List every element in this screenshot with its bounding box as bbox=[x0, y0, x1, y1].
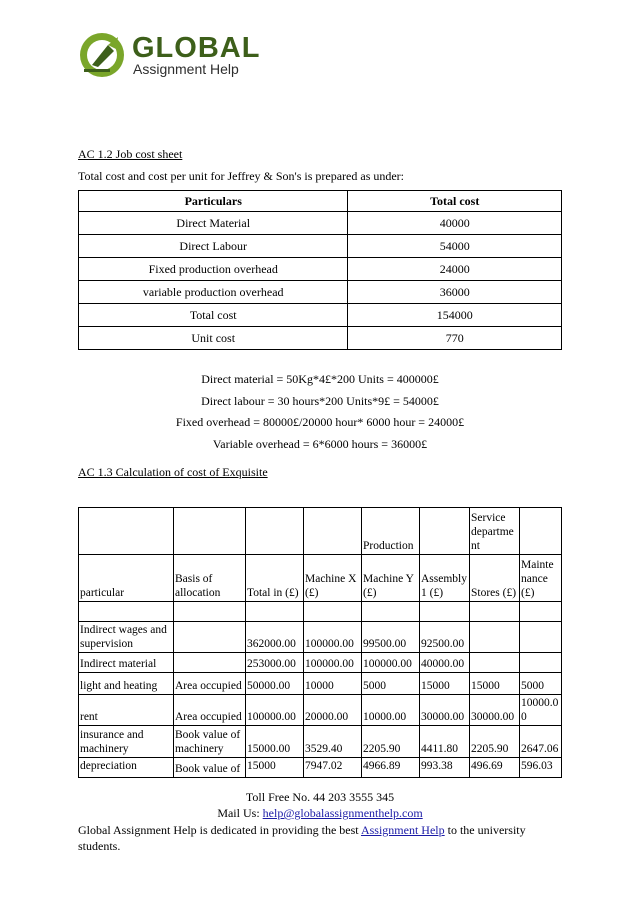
group-header-row bbox=[79, 508, 562, 555]
cell: 10000 bbox=[304, 673, 362, 695]
cell: 24000 bbox=[348, 258, 562, 281]
cell: 54000 bbox=[348, 235, 562, 258]
header-total-cost: Total cost bbox=[348, 191, 562, 212]
table-header-row bbox=[79, 191, 562, 212]
table-row bbox=[79, 327, 562, 350]
cell: 99500.00 bbox=[362, 622, 420, 653]
cell: Direct Labour bbox=[79, 235, 348, 258]
section1-heading: AC 1.2 Job cost sheet bbox=[78, 147, 183, 161]
footer-mail-label: Mail Us: bbox=[217, 806, 263, 820]
footer-mail bbox=[78, 806, 562, 821]
cell: 253000.00 bbox=[246, 653, 304, 673]
group-service: Service departme nt bbox=[470, 508, 520, 555]
cell: 36000 bbox=[348, 281, 562, 304]
calc-direct-material: Direct material = 50Kg*4£*200 Units = 400000£ bbox=[201, 372, 439, 386]
cell: 40000 bbox=[348, 212, 562, 235]
cell: 10000.00 bbox=[362, 695, 420, 726]
table-row bbox=[79, 758, 562, 778]
table-row bbox=[79, 235, 562, 258]
table-row bbox=[79, 653, 562, 673]
header-stores: Stores (£) bbox=[470, 555, 520, 602]
table-row bbox=[79, 281, 562, 304]
cell: rent bbox=[79, 695, 174, 726]
calc-variable-overhead: Variable overhead = 6*6000 hours = 36000£ bbox=[212, 437, 428, 451]
cell bbox=[520, 508, 562, 555]
cell bbox=[520, 622, 562, 653]
cell bbox=[470, 653, 520, 673]
calc-fixed-overhead: Fixed overhead = 80000£/20000 hour* 6000 hour = 24000£ bbox=[175, 415, 465, 429]
cell: insurance and machinery bbox=[79, 726, 174, 758]
header-assembly: Assembly 1 (£) bbox=[420, 555, 470, 602]
cell: 40000.00 bbox=[420, 653, 470, 673]
cell bbox=[174, 622, 246, 653]
cell: 770 bbox=[348, 327, 562, 350]
logo bbox=[78, 31, 278, 79]
cell: 2647.06 bbox=[520, 726, 562, 758]
footer-tollfree: Toll Free No. 44 203 3555 345 bbox=[245, 790, 395, 804]
job-cost-table bbox=[78, 190, 562, 350]
cell: Book value of machinery bbox=[174, 726, 246, 758]
table-row bbox=[79, 622, 562, 653]
cell bbox=[174, 508, 246, 555]
header-total: Total in (£) bbox=[246, 555, 304, 602]
cell: 15000.00 bbox=[246, 726, 304, 758]
table-row bbox=[79, 726, 562, 758]
calc-direct-labour: Direct labour = 30 hours*200 Units*9£ = 54000£ bbox=[201, 394, 439, 408]
cell: Book value of bbox=[174, 758, 246, 778]
cell: 15000 bbox=[420, 673, 470, 695]
cell bbox=[246, 508, 304, 555]
cell bbox=[420, 508, 470, 555]
cell bbox=[520, 653, 562, 673]
logo-subtitle: Assignment Help bbox=[133, 61, 239, 77]
cell: 4411.80 bbox=[420, 726, 470, 758]
cell: Unit cost bbox=[79, 327, 348, 350]
group-production: Production bbox=[362, 508, 420, 555]
table-row bbox=[79, 212, 562, 235]
cell: light and heating bbox=[79, 673, 174, 695]
header-basis: Basis of allocation bbox=[174, 555, 246, 602]
cell: 10000.00 bbox=[520, 695, 562, 726]
cell: variable production overhead bbox=[79, 281, 348, 304]
footer-mail-link[interactable]: help@globalassignmenthelp.com bbox=[262, 806, 423, 820]
section1-intro: Total cost and cost per unit for Jeffrey & Son's is prepared as under: bbox=[78, 169, 405, 183]
cell: 154000 bbox=[348, 304, 562, 327]
assignment-help-link[interactable]: Assignment Help bbox=[360, 823, 445, 837]
section2-heading: AC 1.3 Calculation of cost of Exquisite bbox=[78, 465, 268, 479]
footer-tagline-post: to the university students. bbox=[78, 823, 526, 853]
cell: 3529.40 bbox=[304, 726, 362, 758]
cell bbox=[470, 622, 520, 653]
cell: 30000.00 bbox=[470, 695, 520, 726]
cell: 4966.89 bbox=[362, 758, 420, 778]
cell: 100000.00 bbox=[304, 622, 362, 653]
footer-tagline bbox=[78, 822, 528, 854]
cell: 2205.90 bbox=[362, 726, 420, 758]
table-row bbox=[79, 304, 562, 327]
cell: 596.03 bbox=[520, 758, 562, 778]
cell: Area occupied bbox=[174, 673, 246, 695]
cell bbox=[304, 508, 362, 555]
header-particulars: Particulars bbox=[79, 191, 348, 212]
cell: Area occupied bbox=[174, 695, 246, 726]
cell: 5000 bbox=[362, 673, 420, 695]
cell: 92500.00 bbox=[420, 622, 470, 653]
logo-name: GLOBAL bbox=[132, 32, 261, 64]
header-particular: particular bbox=[79, 555, 174, 602]
cell: 15000 bbox=[470, 673, 520, 695]
cell: 50000.00 bbox=[246, 673, 304, 695]
header-machine-y: Machine Y (£) bbox=[362, 555, 420, 602]
cell: 496.69 bbox=[470, 758, 520, 778]
cell: Indirect wages and supervision bbox=[79, 622, 174, 653]
header-machine-x: Machine X (£) bbox=[304, 555, 362, 602]
spacer-row bbox=[79, 602, 562, 622]
cell: Fixed production overhead bbox=[79, 258, 348, 281]
cell: 2205.90 bbox=[470, 726, 520, 758]
cell: Total cost bbox=[79, 304, 348, 327]
cell: 100000.00 bbox=[246, 695, 304, 726]
cell: 362000.00 bbox=[246, 622, 304, 653]
overhead-allocation-table bbox=[78, 507, 562, 778]
cell: 30000.00 bbox=[420, 695, 470, 726]
table-row bbox=[79, 258, 562, 281]
cell: 7947.02 bbox=[304, 758, 362, 778]
cell bbox=[79, 508, 174, 555]
table-header-row bbox=[79, 555, 562, 602]
pen-nib-icon bbox=[78, 31, 128, 79]
cell: Direct Material bbox=[79, 212, 348, 235]
cell: 993.38 bbox=[420, 758, 470, 778]
table-row bbox=[79, 695, 562, 726]
footer-tagline-pre: Global Assignment Help is dedicated in providing the best bbox=[78, 823, 361, 837]
header-maintenance: Mainte nance (£) bbox=[520, 555, 562, 602]
cell: 100000.00 bbox=[304, 653, 362, 673]
cell: depreciation bbox=[79, 758, 174, 778]
cell: 100000.00 bbox=[362, 653, 420, 673]
cell: Indirect material bbox=[79, 653, 174, 673]
table-row bbox=[79, 673, 562, 695]
cell bbox=[174, 653, 246, 673]
cell: 20000.00 bbox=[304, 695, 362, 726]
cell: 15000 bbox=[246, 758, 304, 778]
cell: 5000 bbox=[520, 673, 562, 695]
